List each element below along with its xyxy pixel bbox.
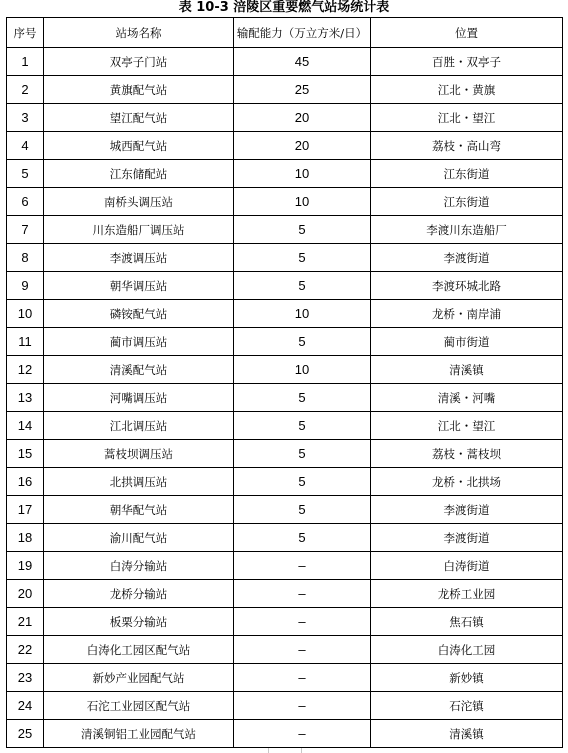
cell-name: 北拱调压站 <box>44 468 234 496</box>
table-row <box>7 356 563 384</box>
cell-name: 蔺市调压站 <box>44 328 234 356</box>
cell-no: 7 <box>7 216 44 244</box>
cell-location: 荔枝・高山弯 <box>371 132 563 160</box>
cell-location: 清溪镇 <box>371 356 563 384</box>
table-row <box>7 104 563 132</box>
table-body <box>7 48 563 748</box>
table-row <box>7 160 563 188</box>
cell-location: 白涛化工园 <box>371 636 563 664</box>
cell-no: 12 <box>7 356 44 384</box>
table-row <box>7 76 563 104</box>
table-row <box>7 496 563 524</box>
cell-location: 龙桥工业园 <box>371 580 563 608</box>
table-row <box>7 692 563 720</box>
table-row <box>7 384 563 412</box>
cell-no: 17 <box>7 496 44 524</box>
cell-no: 24 <box>7 692 44 720</box>
table-row <box>7 244 563 272</box>
cell-location: 江北・望江 <box>371 412 563 440</box>
cell-capacity: 10 <box>234 356 371 384</box>
cell-name: 清溪配气站 <box>44 356 234 384</box>
cell-name: 江东储配站 <box>44 160 234 188</box>
cell-location: 百胜・双亭子 <box>371 48 563 76</box>
cell-location: 焦石镇 <box>371 608 563 636</box>
cell-location: 江东街道 <box>371 160 563 188</box>
cell-name: 渝川配气站 <box>44 524 234 552</box>
table-row <box>7 664 563 692</box>
cell-no: 5 <box>7 160 44 188</box>
cell-no: 21 <box>7 608 44 636</box>
cell-name: 白涛分输站 <box>44 552 234 580</box>
cell-no: 11 <box>7 328 44 356</box>
cell-name: 蒿枝坝调压站 <box>44 440 234 468</box>
cell-name: 石沱工业园区配气站 <box>44 692 234 720</box>
cell-no: 25 <box>7 720 44 748</box>
cell-location: 李渡川东造船厂 <box>371 216 563 244</box>
cell-no: 10 <box>7 300 44 328</box>
cell-location: 蔺市街道 <box>371 328 563 356</box>
cell-no: 19 <box>7 552 44 580</box>
table-row <box>7 272 563 300</box>
table-row <box>7 300 563 328</box>
cell-capacity: 10 <box>234 188 371 216</box>
table-row <box>7 580 563 608</box>
cell-no: 1 <box>7 48 44 76</box>
cell-capacity: 5 <box>234 272 371 300</box>
cell-capacity: 5 <box>234 412 371 440</box>
table-row <box>7 636 563 664</box>
cell-name: 龙桥分输站 <box>44 580 234 608</box>
cell-capacity: 5 <box>234 384 371 412</box>
gas-station-stats-table <box>6 17 563 748</box>
header-capacity: 输配能力（万立方米/日） <box>234 18 371 48</box>
cell-name: 朝华调压站 <box>44 272 234 300</box>
table-title: 表 10-3 涪陵区重要燃气站场统计表 <box>178 0 390 15</box>
cell-name: 新妙产业园配气站 <box>44 664 234 692</box>
cell-capacity: 20 <box>234 104 371 132</box>
table-row <box>7 328 563 356</box>
cell-no: 22 <box>7 636 44 664</box>
table-row <box>7 216 563 244</box>
cell-no: 16 <box>7 468 44 496</box>
cell-capacity: – <box>234 720 371 748</box>
cell-capacity: 20 <box>234 132 371 160</box>
cell-capacity: – <box>234 608 371 636</box>
cell-location: 李渡街道 <box>371 524 563 552</box>
cell-location: 清溪镇 <box>371 720 563 748</box>
table-row <box>7 188 563 216</box>
cell-capacity: 5 <box>234 496 371 524</box>
cell-location: 江北・黄旗 <box>371 76 563 104</box>
table-row <box>7 132 563 160</box>
cell-capacity: 5 <box>234 468 371 496</box>
header-location: 位置 <box>371 18 563 48</box>
cell-name: 河嘴调压站 <box>44 384 234 412</box>
cell-no: 20 <box>7 580 44 608</box>
cell-location: 江东街道 <box>371 188 563 216</box>
cell-capacity: 5 <box>234 216 371 244</box>
cell-no: 14 <box>7 412 44 440</box>
cell-capacity: 10 <box>234 300 371 328</box>
cell-location: 江北・望江 <box>371 104 563 132</box>
table-row <box>7 412 563 440</box>
cell-capacity: 5 <box>234 440 371 468</box>
cell-name: 白涛化工园区配气站 <box>44 636 234 664</box>
cell-no: 13 <box>7 384 44 412</box>
cell-capacity: 5 <box>234 328 371 356</box>
cell-name: 江北调压站 <box>44 412 234 440</box>
cell-capacity: 5 <box>234 244 371 272</box>
cell-name: 朝华配气站 <box>44 496 234 524</box>
cell-location: 龙桥・北拱场 <box>371 468 563 496</box>
cell-no: 2 <box>7 76 44 104</box>
cell-name: 川东造船厂调压站 <box>44 216 234 244</box>
header-no: 序号 <box>7 18 44 48</box>
cell-name: 板栗分输站 <box>44 608 234 636</box>
cell-no: 4 <box>7 132 44 160</box>
cell-name: 城西配气站 <box>44 132 234 160</box>
cell-capacity: 10 <box>234 160 371 188</box>
cell-location: 李渡环城北路 <box>371 272 563 300</box>
cell-location: 白涛街道 <box>371 552 563 580</box>
table-row <box>7 468 563 496</box>
cell-capacity: – <box>234 580 371 608</box>
table-row <box>7 524 563 552</box>
cell-name: 清溪铜铝工业园配气站 <box>44 720 234 748</box>
cell-no: 18 <box>7 524 44 552</box>
table-row <box>7 608 563 636</box>
cell-location: 石沱镇 <box>371 692 563 720</box>
cell-capacity: – <box>234 552 371 580</box>
header-name: 站场名称 <box>44 18 234 48</box>
table-row <box>7 552 563 580</box>
cell-capacity: – <box>234 692 371 720</box>
cell-name: 黄旗配气站 <box>44 76 234 104</box>
cell-name: 磷铵配气站 <box>44 300 234 328</box>
cell-location: 清溪・河嘴 <box>371 384 563 412</box>
page-marker <box>268 748 302 753</box>
cell-no: 9 <box>7 272 44 300</box>
cell-name: 南桥头调压站 <box>44 188 234 216</box>
table-row <box>7 48 563 76</box>
cell-no: 8 <box>7 244 44 272</box>
cell-location: 李渡街道 <box>371 496 563 524</box>
cell-location: 李渡街道 <box>371 244 563 272</box>
table-row <box>7 440 563 468</box>
cell-no: 6 <box>7 188 44 216</box>
cell-capacity: 5 <box>234 524 371 552</box>
cell-name: 李渡调压站 <box>44 244 234 272</box>
cell-no: 15 <box>7 440 44 468</box>
cell-location: 龙桥・南岸浦 <box>371 300 563 328</box>
header-row <box>7 18 563 48</box>
cell-name: 望江配气站 <box>44 104 234 132</box>
cell-capacity: – <box>234 636 371 664</box>
cell-no: 23 <box>7 664 44 692</box>
cell-location: 荔枝・蒿枝坝 <box>371 440 563 468</box>
cell-location: 新妙镇 <box>371 664 563 692</box>
cell-capacity: 25 <box>234 76 371 104</box>
cell-capacity: – <box>234 664 371 692</box>
table-row <box>7 720 563 748</box>
cell-name: 双亭子门站 <box>44 48 234 76</box>
cell-capacity: 45 <box>234 48 371 76</box>
cell-no: 3 <box>7 104 44 132</box>
